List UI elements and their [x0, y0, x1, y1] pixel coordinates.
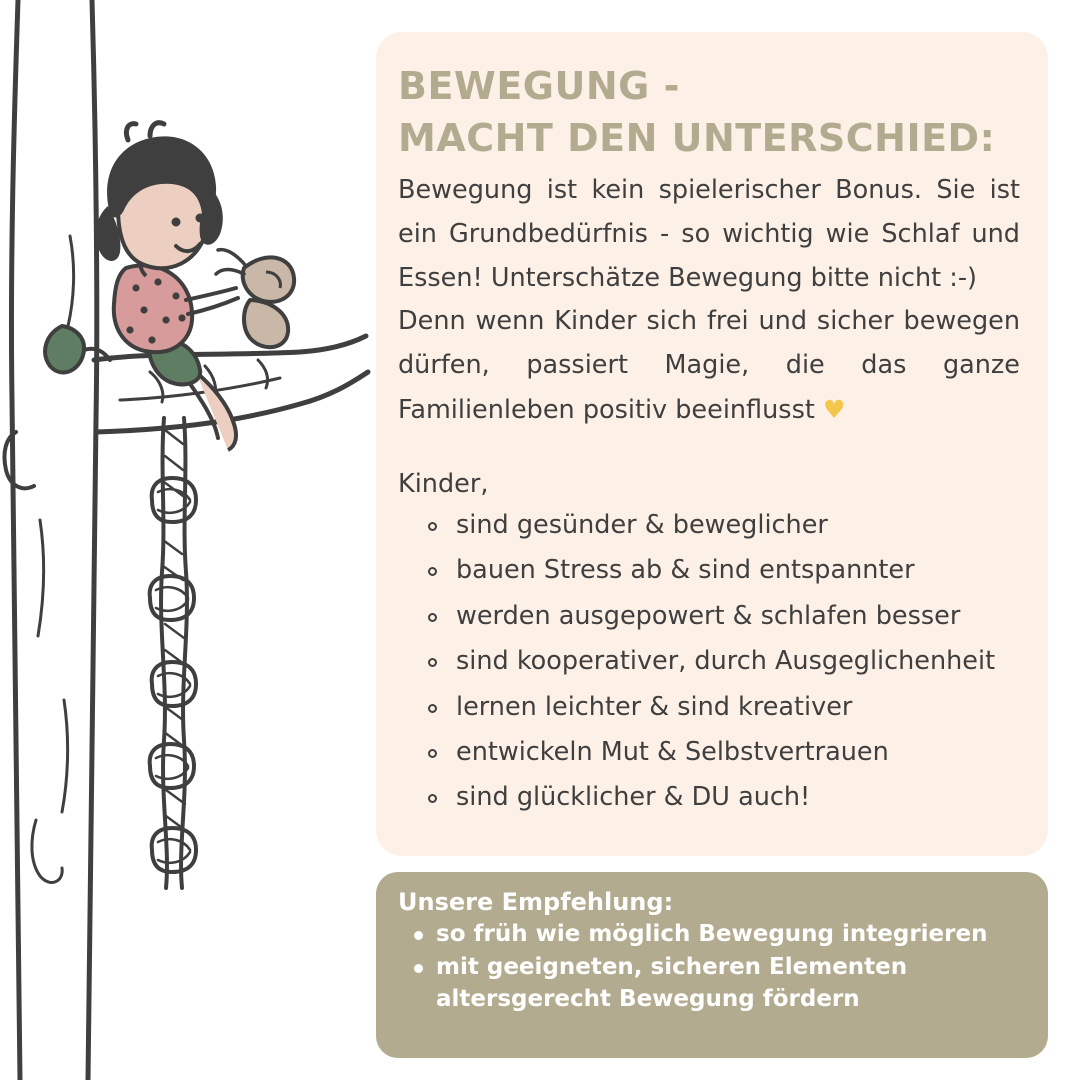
benefits-list: [398, 503, 1020, 821]
list-item: sind kooperativer, durch Ausgeglichenheit: [424, 639, 1020, 684]
girl-figure: [96, 123, 238, 450]
butterfly-icon: [216, 250, 294, 348]
headline-line-1: BEWEGUNG -: [398, 64, 680, 108]
content-card: [376, 32, 1048, 856]
recommendation-item-main: mit geeigneten, sicheren Elementen: [436, 953, 908, 980]
recommendation-title: Unsere Empfehlung:: [398, 888, 674, 916]
leaf-icon: [45, 326, 110, 373]
headline-line-2: MACHT DEN UNTERSCHIED:: [398, 116, 996, 161]
list-item: entwickeln Mut & Selbstvertrauen: [424, 730, 1020, 775]
heart-icon: ♥: [822, 395, 846, 425]
list-item: sind gesünder & beweglicher: [424, 503, 1020, 548]
body-paragraph-2-text: Denn wenn Kinder sich frei und sicher bewegen dürfen, passiert Magie, die das ganze Familienleben positiv beeinflusst: [398, 306, 1020, 426]
recommendation-item: [410, 951, 1024, 1016]
illustration-panel: [0, 0, 376, 1080]
body-paragraph-1: Bewegung ist kein spielerischer Bonus. Sie ist ein Grundbedürfnis - so wichtig wie Schlaf und Essen! Unterschätze Bewegung bitte nicht :-): [398, 174, 1020, 293]
list-item: bauen Stress ab & sind entspannter: [424, 548, 1020, 593]
body-paragraph-2: [398, 300, 1020, 433]
list-item: lernen leichter & sind kreativer: [424, 685, 1020, 730]
recommendation-item-main: so früh wie möglich Bewegung integrieren: [436, 921, 988, 947]
recommendation-card: [376, 872, 1048, 1058]
list-item: sind glücklicher & DU auch!: [424, 775, 1020, 820]
recommendation-item: [410, 918, 1024, 951]
recommendation-list: [398, 918, 1024, 1016]
page-title: [398, 60, 1020, 165]
climbing-rope: [150, 418, 196, 888]
body-text: [398, 169, 1020, 433]
list-intro: Kinder,: [398, 469, 489, 500]
recommendation-item-sub: altersgerecht Bewegung fördern: [436, 986, 860, 1013]
tree-illustration: [0, 0, 376, 1080]
list-item: werden ausgepowert & schlafen besser: [424, 594, 1020, 639]
